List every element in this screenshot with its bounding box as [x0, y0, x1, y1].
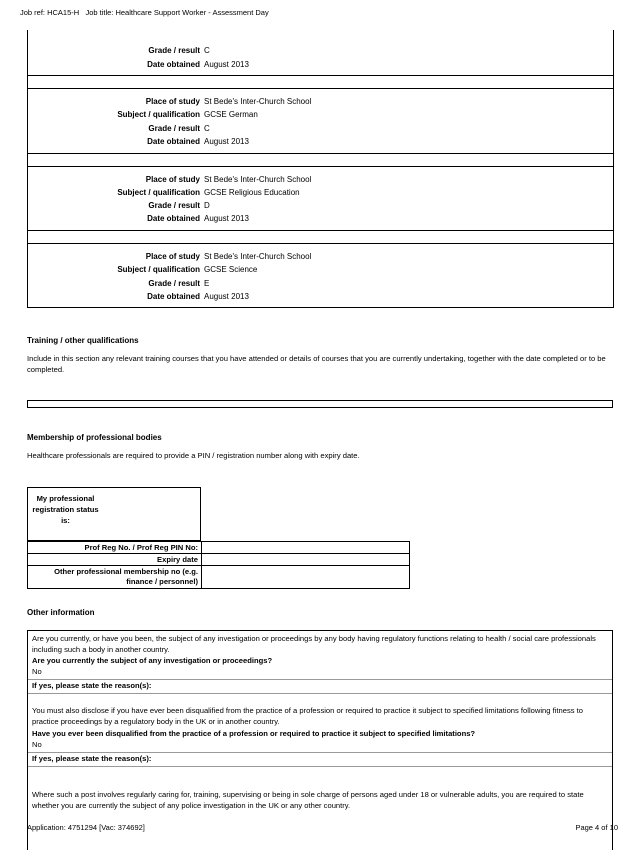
place-label: Place of study — [145, 97, 200, 106]
divider — [27, 230, 613, 231]
q1-answer: No — [32, 667, 42, 676]
grade-label: Grade / result — [148, 279, 200, 288]
prof-reg-pin-label: Prof Reg No. / Prof Reg PIN No: — [28, 542, 202, 553]
divider — [27, 75, 613, 76]
job-title: Job title: Healthcare Support Worker - Assessment Day — [85, 8, 269, 17]
subject-value: GCSE Science — [204, 265, 258, 274]
date-value: August 2013 — [204, 60, 249, 69]
divider — [27, 243, 613, 244]
q1-label: Are you currently the subject of any investigation or proceedings? — [32, 656, 273, 665]
divider — [28, 766, 612, 767]
expiry-date-label: Expiry date — [28, 554, 202, 565]
other-info-title: Other information — [27, 608, 95, 617]
subject-label: Subject / qualification — [117, 265, 200, 274]
q2-answer: No — [32, 740, 42, 749]
subject-label: Subject / qualification — [117, 110, 200, 119]
other-membership-row[interactable] — [27, 565, 410, 589]
place-label: Place of study — [145, 175, 200, 184]
q2-label: Have you ever been disqualified from the practice of a profession or required to practice it subject to specified limitations? — [32, 729, 476, 738]
divider — [27, 166, 613, 167]
date-value: August 2013 — [204, 214, 249, 223]
date-value: August 2013 — [204, 292, 249, 301]
grade-value: E — [204, 279, 210, 288]
date-label: Date obtained — [147, 137, 200, 146]
divider — [27, 88, 613, 89]
grade-value: C — [204, 46, 210, 55]
job-ref: Job ref: HCA15-H — [20, 8, 80, 17]
page-header — [20, 8, 269, 17]
divider — [27, 153, 613, 154]
other-info-box — [27, 630, 613, 850]
registration-status-box[interactable] — [27, 487, 201, 541]
footer-page-number: Page 4 of 10 — [575, 823, 618, 832]
footer-application: Application: 4751294 [Vac: 374692] — [27, 823, 145, 832]
grade-label: Grade / result — [148, 46, 200, 55]
grade-label: Grade / result — [148, 124, 200, 133]
divider — [28, 679, 612, 680]
place-value: St Bede's Inter-Church School — [204, 252, 312, 261]
membership-instructions: Healthcare professionals are required to provide a PIN / registration number along with expiry date. — [27, 451, 360, 460]
registration-status-label: My professional registration status is: — [32, 494, 99, 525]
membership-title: Membership of professional bodies — [27, 433, 162, 442]
grade-label: Grade / result — [148, 201, 200, 210]
q2-text: You must also disclose if you have ever been disqualified from the practice of a profession or required to practice it subject to specified limitations following fitness to practice proceedings by a regulatory body in the UK or in another country. — [32, 706, 583, 726]
qualifications-box — [27, 30, 614, 308]
date-label: Date obtained — [147, 292, 200, 301]
subject-value: GCSE Religious Education — [204, 188, 300, 197]
subject-label: Subject / qualification — [117, 188, 200, 197]
date-label: Date obtained — [147, 214, 200, 223]
other-membership-label: Other professional membership no (e.g. finance / personnel) — [28, 566, 202, 588]
place-value: St Bede's Inter-Church School — [204, 175, 312, 184]
place-label: Place of study — [145, 252, 200, 261]
date-value: August 2013 — [204, 137, 249, 146]
training-title: Training / other qualifications — [27, 336, 139, 345]
training-instructions: Include in this section any relevant training courses that you have attended or details of courses that you are currently undertaking, together with the date completed or to be completed. — [27, 354, 606, 374]
divider — [28, 752, 612, 753]
q3-text: Where such a post involves regularly caring for, training, supervising or being in sole charge of persons aged under 18 or vulnerable adults, you are required to state whether you are currently the subject of any police investigation in the UK or any other country. — [32, 790, 584, 810]
grade-value: D — [204, 201, 210, 210]
q1-reason-label: If yes, please state the reason(s): — [32, 681, 152, 690]
divider — [28, 693, 612, 694]
grade-value: C — [204, 124, 210, 133]
training-entry-box[interactable] — [27, 400, 613, 408]
place-value: St Bede's Inter-Church School — [204, 97, 312, 106]
q1-text: Are you currently, or have you been, the subject of any investigation or proceedings by any body having regulatory functions relating to health / social care professionals including such a body in another country. — [32, 634, 596, 654]
q2-reason-label: If yes, please state the reason(s): — [32, 754, 152, 763]
subject-value: GCSE German — [204, 110, 258, 119]
date-label: Date obtained — [147, 60, 200, 69]
